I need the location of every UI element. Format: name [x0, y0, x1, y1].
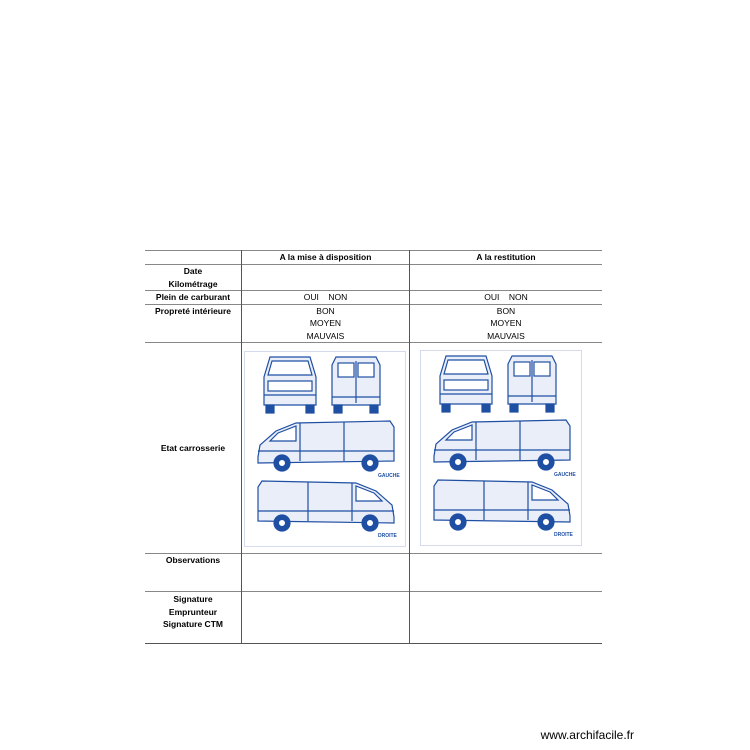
option-bon[interactable]: BON — [496, 305, 516, 316]
body-condition-row — [145, 343, 602, 554]
van-front-view — [264, 357, 316, 413]
option-moyen[interactable]: MOYEN — [309, 318, 342, 328]
van-rear-view — [508, 356, 556, 412]
side-label: GAUCHE — [554, 472, 576, 478]
signature-label: Signature — [173, 594, 213, 604]
side-label: DROITE — [378, 533, 397, 539]
van-rear-view — [332, 357, 380, 413]
header-pickup: A la mise à disposition — [242, 251, 410, 265]
van-damage-sketch[interactable] — [244, 351, 406, 547]
date-km-row — [145, 265, 602, 291]
header-empty — [145, 251, 242, 265]
cleanliness-label: Propreté intérieure — [145, 304, 242, 343]
observations-pickup-cell[interactable] — [242, 554, 410, 592]
fuel-options-pickup[interactable]: OUI NON — [242, 291, 410, 305]
body-sketch-pickup-cell[interactable] — [242, 343, 410, 554]
observations-row — [145, 554, 602, 592]
cleanliness-options-return[interactable] — [410, 304, 603, 343]
signature-row — [145, 592, 602, 644]
van-damage-sketch[interactable] — [420, 350, 582, 546]
side-label: DROITE — [554, 532, 573, 538]
option-mauvais[interactable]: MAUVAIS — [306, 330, 345, 341]
option-moyen[interactable]: MOYEN — [490, 318, 522, 328]
fuel-label: Plein de carburant — [145, 291, 242, 305]
signature-pickup-cell[interactable] — [242, 592, 410, 644]
signature-return-cell[interactable] — [410, 592, 603, 644]
fuel-row — [145, 291, 602, 305]
km-label: Kilométrage — [168, 278, 218, 289]
option-bon[interactable]: BON — [316, 305, 335, 316]
signature-labels — [145, 592, 242, 644]
observations-return-cell[interactable] — [410, 554, 603, 592]
van-front-view — [440, 356, 492, 412]
header-row — [145, 251, 602, 265]
ctm-signature-label: Signature CTM — [163, 619, 223, 629]
vehicle-inspection-table — [145, 250, 602, 644]
side-label: GAUCHE — [378, 473, 400, 479]
date-label: Date — [183, 266, 203, 276]
cleanliness-row — [145, 304, 602, 343]
inspection-sheet — [145, 250, 602, 644]
date-km-pickup-cell[interactable] — [242, 265, 410, 291]
option-mauvais[interactable]: MAUVAIS — [487, 330, 525, 341]
observations-label: Observations — [145, 554, 242, 592]
body-sketch-return-cell[interactable] — [410, 343, 603, 554]
date-km-label — [145, 265, 242, 291]
date-km-return-cell[interactable] — [410, 265, 603, 291]
header-return: A la restitution — [410, 251, 603, 265]
watermark: www.archifacile.fr — [540, 728, 634, 742]
cleanliness-options-pickup[interactable] — [242, 304, 410, 343]
borrower-label: Emprunteur — [168, 606, 218, 617]
fuel-options-return[interactable]: OUI NON — [410, 291, 603, 305]
body-condition-label: Etat carrosserie — [145, 343, 242, 554]
